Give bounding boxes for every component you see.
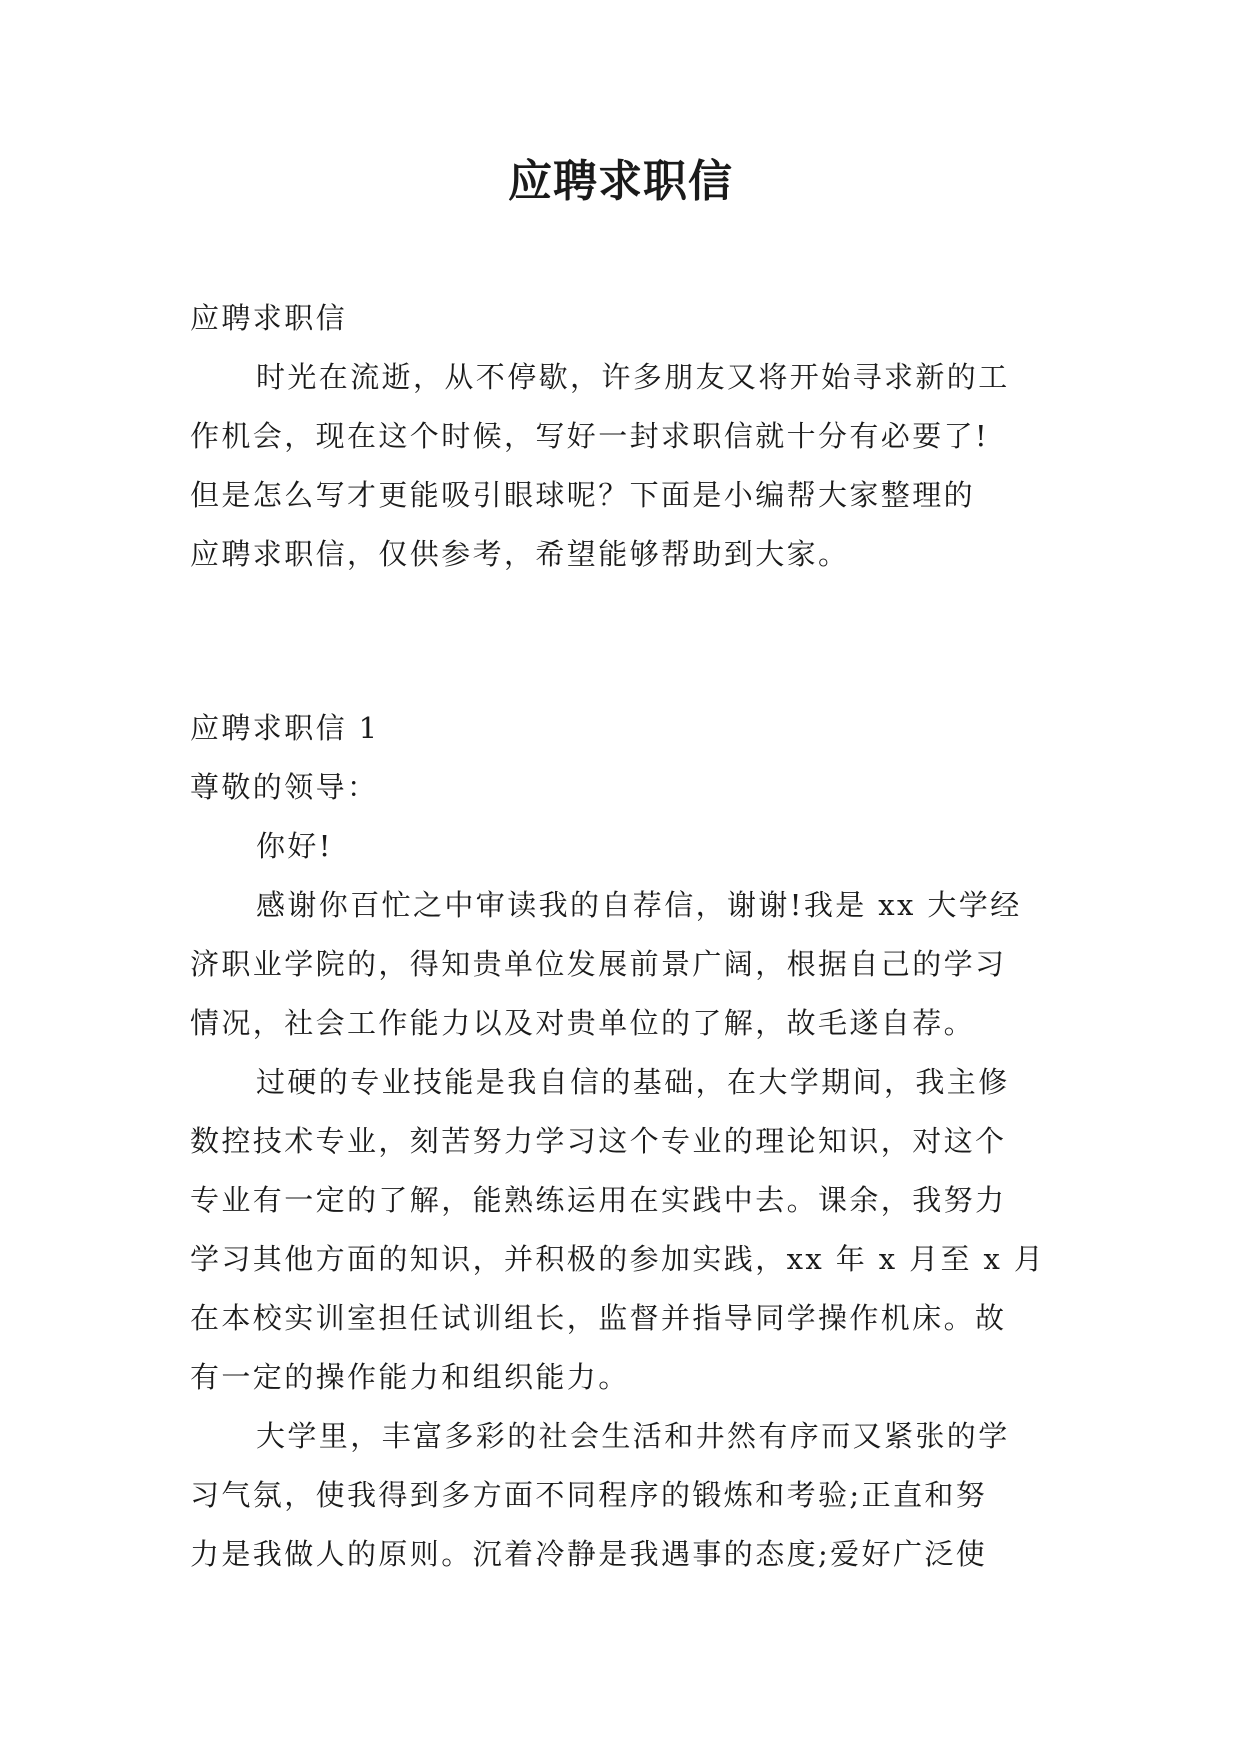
paragraph-line: 过硬的专业技能是我自信的基础，在大学期间，我主修 — [256, 1065, 1010, 1099]
intro-line: 时光在流逝，从不停歇，许多朋友又将开始寻求新的工 — [256, 360, 1010, 394]
intro-line: 应聘求职信，仅供参考，希望能够帮助到大家。 — [190, 537, 850, 571]
paragraph-line: 力是我做人的原则。沉着冷静是我遇事的态度;爱好广泛使 — [190, 1537, 988, 1571]
paragraph-line: 习气氛，使我得到多方面不同程序的锻炼和考验;正直和努 — [190, 1478, 988, 1512]
paragraph-line: 有一定的操作能力和组织能力。 — [190, 1360, 630, 1394]
paragraph-line: 感谢你百忙之中审读我的自荐信，谢谢!我是 xx 大学经 — [256, 888, 1022, 922]
paragraph-line: 大学里，丰富多彩的社会生活和井然有序而又紧张的学 — [256, 1419, 1010, 1453]
paragraph-line: 数控技术专业，刻苦努力学习这个专业的理论知识，对这个 — [190, 1124, 1007, 1158]
paragraph-line: 在本校实训室担任试训组长，监督并指导同学操作机床。故 — [190, 1301, 1007, 1335]
paragraph-line: 专业有一定的了解，能熟练运用在实践中去。课余，我努力 — [190, 1183, 1007, 1217]
paragraph-line: 学习其他方面的知识，并积极的参加实践，xx 年 x 月至 x 月 — [190, 1242, 1046, 1276]
paragraph-line: 济职业学院的，得知贵单位发展前景广阔，根据自己的学习 — [190, 947, 1007, 981]
paragraph-line: 情况，社会工作能力以及对贵单位的了解，故毛遂自荐。 — [190, 1006, 976, 1040]
intro-heading: 应聘求职信 — [190, 301, 348, 335]
intro-line: 但是怎么写才更能吸引眼球呢？下面是小编帮大家整理的 — [190, 478, 976, 512]
document-title: 应聘求职信 — [508, 156, 733, 207]
salutation: 尊敬的领导： — [190, 770, 379, 804]
greeting: 你好! — [256, 829, 333, 863]
letter-heading: 应聘求职信 1 — [190, 711, 380, 745]
intro-line: 作机会，现在这个时候，写好一封求职信就十分有必要了! — [190, 419, 990, 453]
